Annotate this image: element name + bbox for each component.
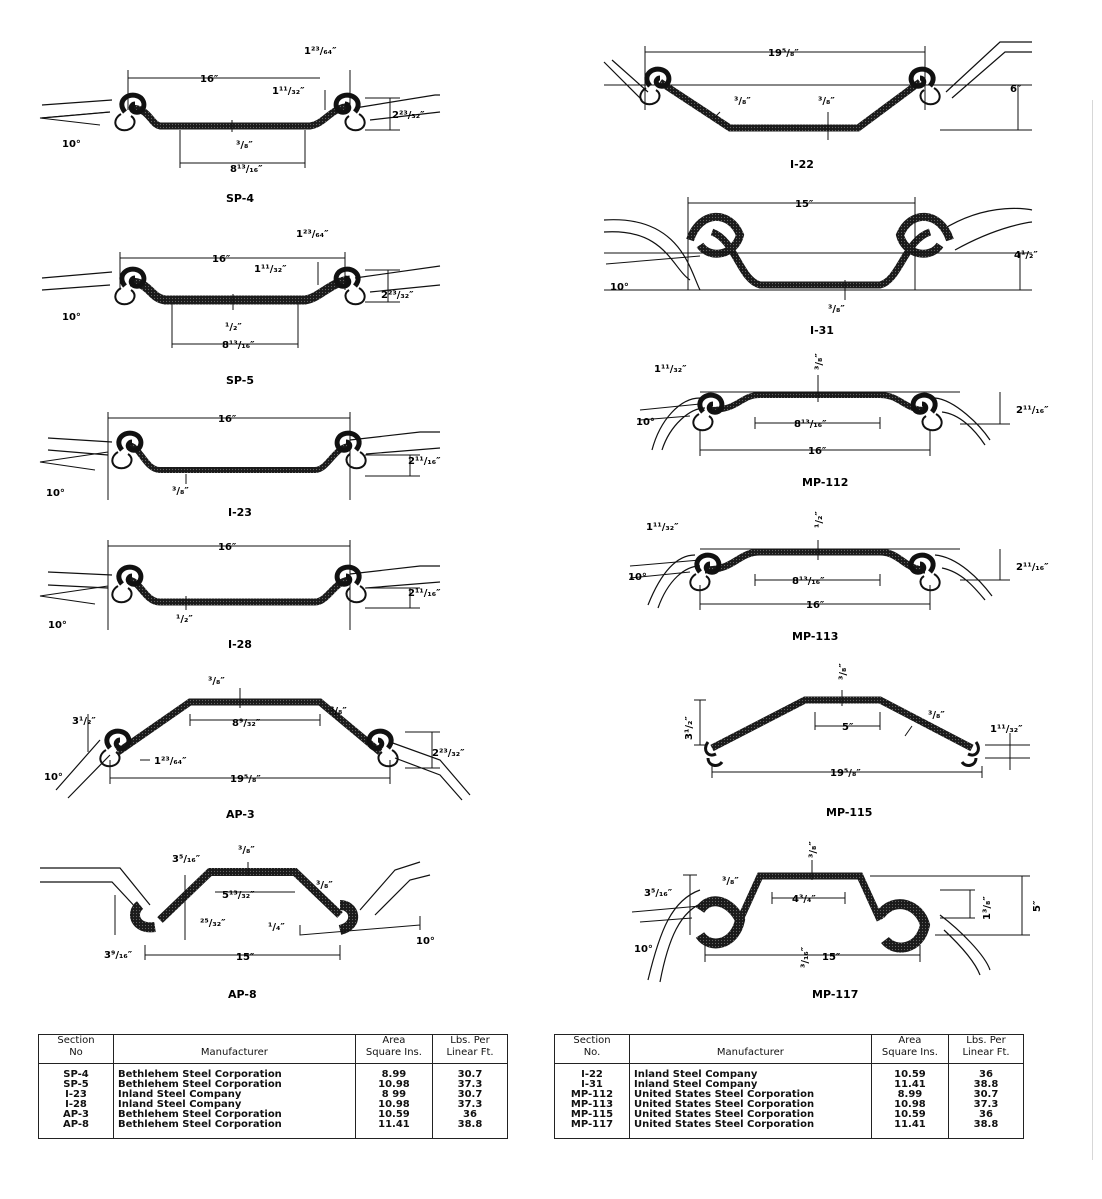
section-mp-112 (640, 375, 1010, 456)
ap8-flat-label: 5¹³/₃₂″ (222, 890, 255, 901)
caption-mp-112: MP-112 (802, 476, 849, 489)
cell-manufacturer: United States Steel Corporation (629, 1090, 871, 1100)
i31-width-label: 15″ (795, 199, 814, 210)
header-manufacturer: Manufacturer (629, 1035, 871, 1064)
cell-section: MP-113 (555, 1100, 630, 1110)
cell-area: 10.59 (355, 1110, 432, 1120)
mp113-width-label: 16″ (806, 600, 825, 611)
table-row (555, 1064, 1024, 1081)
cell-area: 11.41 (871, 1120, 948, 1139)
cell-weight: 30.7 (432, 1090, 507, 1100)
ap3-angle-label: 10° (44, 772, 63, 783)
sp5-depth-label: 1¹¹/₃₂″ (254, 264, 287, 275)
cell-section: I-28 (39, 1100, 114, 1110)
caption-sp-5: SP-5 (226, 374, 255, 387)
i31-thickness-label: ³/₈″ (828, 304, 845, 315)
i22-thickness-a-label: ³/₈″ (734, 96, 751, 107)
table-row (39, 1064, 508, 1081)
cell-area: 11.41 (355, 1120, 432, 1139)
caption-i-23: I-23 (228, 506, 252, 519)
caption-i-31: I-31 (810, 324, 834, 337)
caption-ap-3: AP-3 (226, 808, 255, 821)
ap3-width-label: 19⁵/₈″ (230, 774, 261, 785)
mp112-depth-label: 1¹¹/₃₂″ (654, 364, 687, 375)
cell-area: 10.59 (871, 1064, 948, 1081)
section-i-23 (40, 412, 440, 500)
cell-weight: 30.7 (432, 1064, 507, 1081)
cell-weight: 36 (948, 1110, 1023, 1120)
mp117-height-label: 5″ (1032, 900, 1043, 912)
cell-manufacturer: Inland Steel Company (113, 1100, 355, 1110)
i31-height-label: 4¹/₂″ (1014, 250, 1038, 261)
ap8-bottom-thickness-label: ¹/₄″ (268, 922, 285, 933)
cell-area: 8 99 (355, 1090, 432, 1100)
cell-weight: 37.3 (432, 1080, 507, 1090)
cell-section: I-23 (39, 1090, 114, 1100)
spec-table-right (554, 1034, 1024, 1139)
i23-angle-label: 10° (46, 488, 65, 499)
cell-weight: 37.3 (432, 1100, 507, 1110)
cell-weight: 38.8 (948, 1080, 1023, 1090)
mp117-bottom-thickness-label: ³/₁₆″ (800, 946, 811, 968)
header-manufacturer: Manufacturer (113, 1035, 355, 1064)
i28-width-label: 16″ (218, 542, 237, 553)
cell-section: AP-3 (39, 1110, 114, 1120)
header-section: Section No (39, 1035, 114, 1064)
cell-manufacturer: United States Steel Corporation (629, 1100, 871, 1110)
section-mp-117 (632, 860, 1030, 982)
mp112-thickness-label: ³/₈″ (814, 353, 825, 370)
mp115-flat-label: 5″ (842, 722, 854, 733)
cell-manufacturer: United States Steel Corporation (629, 1120, 871, 1139)
caption-ap-8: AP-8 (228, 988, 257, 1001)
mp117-width-label: 15″ (822, 952, 841, 963)
ap3-flat-label: 8⁹/₃₂″ (232, 718, 261, 729)
table-row (39, 1090, 508, 1100)
sp5-thickness-label: ¹/₂″ (225, 322, 242, 333)
mp117-thickness-top-label: ³/₈″ (808, 841, 819, 858)
mp112-angle-label: 10° (636, 417, 655, 428)
caption-mp-115: MP-115 (826, 806, 873, 819)
cell-weight: 38.8 (948, 1120, 1023, 1139)
mp112-width-label: 16″ (808, 446, 827, 457)
cell-area: 8.99 (871, 1090, 948, 1100)
cell-manufacturer: Bethlehem Steel Corporation (113, 1110, 355, 1120)
cell-manufacturer: Bethlehem Steel Corporation (113, 1064, 355, 1081)
mp112-flat-label: 8¹³/₁₆″ (794, 419, 827, 430)
spec-table-left (38, 1034, 508, 1139)
ap8-left-top-label: 3⁵/₁₆″ (172, 854, 201, 865)
ap8-angle-label: 10° (416, 936, 435, 947)
i23-width-label: 16″ (218, 414, 237, 425)
i22-height-label: 6″ (1010, 84, 1022, 95)
header-area: Area Square Ins. (871, 1035, 948, 1064)
caption-sp-4: SP-4 (226, 192, 255, 205)
cell-weight: 37.3 (948, 1100, 1023, 1110)
cell-section: SP-5 (39, 1080, 114, 1090)
header-area: Area Square Ins. (355, 1035, 432, 1064)
cell-weight: 36 (432, 1110, 507, 1120)
header-weight: Lbs. Per Linear Ft. (432, 1035, 507, 1064)
cell-weight: 30.7 (948, 1090, 1023, 1100)
i31-angle-label: 10° (610, 282, 629, 293)
cell-section: AP-8 (39, 1120, 114, 1139)
mp117-left-height-label: 3⁵/₁₆″ (644, 888, 673, 899)
sp5-width-label: 16″ (212, 254, 231, 265)
sp4-depth-label: 1¹¹/₃₂″ (272, 86, 305, 97)
caption-mp-113: MP-113 (792, 630, 839, 643)
ap8-top-thickness-label: ³/₈″ (238, 845, 255, 856)
cell-area: 10.59 (871, 1110, 948, 1120)
cell-section: MP-115 (555, 1110, 630, 1120)
mp117-angle-label: 10° (634, 944, 653, 955)
mp113-height-label: 2¹¹/₁₆″ (1016, 562, 1049, 573)
caption-mp-117: MP-117 (812, 988, 859, 1001)
sp5-angle-label: 10° (62, 312, 81, 323)
cell-section: SP-4 (39, 1064, 114, 1081)
cell-area: 10.98 (355, 1100, 432, 1110)
cell-manufacturer: Bethlehem Steel Corporation (113, 1080, 355, 1090)
i28-height-label: 2¹¹/₁₆″ (408, 588, 441, 599)
caption-i-22: I-22 (790, 158, 814, 171)
ap8-side-thickness-label: ³/₈″ (316, 880, 333, 891)
cell-manufacturer: Inland Steel Company (113, 1090, 355, 1100)
sp5-top-offset-label: 1²³/₆₄″ (296, 229, 329, 240)
ap8-offset-label: ²⁵/₃₂″ (200, 918, 226, 929)
i28-angle-label: 10° (48, 620, 67, 631)
section-i-31 (604, 197, 1032, 300)
header-weight: Lbs. Per Linear Ft. (948, 1035, 1023, 1064)
section-i-28 (40, 540, 440, 630)
mp113-angle-label: 10° (628, 572, 647, 583)
section-sp-4 (40, 70, 440, 168)
sp4-top-offset-label: 1²³/₆₄″ (304, 46, 337, 57)
sp5-height-label: 2²³/₃₂″ (381, 290, 414, 301)
table-row (39, 1080, 508, 1090)
table-header-row (555, 1035, 1024, 1064)
cell-area: 11.41 (871, 1080, 948, 1090)
mp113-depth-label: 1¹¹/₃₂″ (646, 522, 679, 533)
cell-section: I-22 (555, 1064, 630, 1081)
sp5-flat-label: 8¹³/₁₆″ (222, 340, 255, 351)
mp115-right-depth-label: 1¹¹/₃₂″ (990, 724, 1023, 735)
sp4-width-label: 16″ (200, 74, 219, 85)
ap3-offset-label: 1²³/₆₄″ (154, 756, 187, 767)
section-ap-3 (56, 688, 470, 800)
mp117-flat-label: 4³/₄″ (792, 894, 816, 905)
mp113-flat-label: 8¹³/₁₆″ (792, 576, 825, 587)
i23-thickness-label: ³/₈″ (172, 486, 189, 497)
section-ap-8 (40, 862, 430, 960)
section-mp-115 (694, 690, 1030, 778)
cell-manufacturer: Bethlehem Steel Corporation (113, 1120, 355, 1139)
table-row (555, 1120, 1024, 1139)
cell-manufacturer: Inland Steel Company (629, 1080, 871, 1090)
cell-weight: 36 (948, 1064, 1023, 1081)
ap8-left-bottom-label: 3⁹/₁₆″ (104, 950, 133, 961)
mp115-thickness-side-label: ³/₈″ (928, 710, 945, 721)
mp115-left-height-label: 3¹/₂″ (684, 716, 695, 740)
cell-section: MP-117 (555, 1120, 630, 1139)
sp4-flat-label: 8¹³/₁₆″ (230, 164, 263, 175)
mp115-thickness-top-label: ³/₈″ (838, 663, 849, 680)
sp4-height-label: 2²³/₃₂″ (392, 110, 425, 121)
cell-section: I-31 (555, 1080, 630, 1090)
section-i-22 (604, 42, 1032, 140)
mp113-thickness-label: ¹/₂″ (814, 511, 825, 528)
ap3-side-thickness-label: ³/₈″ (330, 706, 347, 717)
mp117-small-height-label: 1³/₈″ (982, 896, 993, 920)
i22-thickness-b-label: ³/₈″ (818, 96, 835, 107)
page-edge-line (1092, 100, 1093, 1160)
mp115-width-label: 19⁵/₈″ (830, 768, 861, 779)
i28-thickness-label: ¹/₂″ (176, 614, 193, 625)
header-section: Section No. (555, 1035, 630, 1064)
mp112-height-label: 2¹¹/₁₆″ (1016, 405, 1049, 416)
cell-weight: 38.8 (432, 1120, 507, 1139)
i22-width-label: 19⁵/₈″ (768, 48, 799, 59)
mp117-thickness-side-label: ³/₈″ (722, 876, 739, 887)
table-header-row (39, 1035, 508, 1064)
cell-area: 10.98 (871, 1100, 948, 1110)
ap3-right-height-label: 2²³/₃₂″ (432, 748, 465, 759)
table-row (39, 1120, 508, 1139)
ap8-width-label: 15″ (236, 952, 255, 963)
caption-i-28: I-28 (228, 638, 252, 651)
ap3-top-thickness-label: ³/₈″ (208, 676, 225, 687)
i23-height-label: 2¹¹/₁₆″ (408, 456, 441, 467)
cell-area: 8.99 (355, 1064, 432, 1081)
cell-section: MP-112 (555, 1090, 630, 1100)
sp4-thickness-label: ³/₈″ (236, 140, 253, 151)
ap3-left-height-label: 3¹/₂″ (72, 716, 96, 727)
cell-area: 10.98 (355, 1080, 432, 1090)
cell-manufacturer: United States Steel Corporation (629, 1110, 871, 1120)
cell-manufacturer: Inland Steel Company (629, 1064, 871, 1081)
sp4-angle-label: 10° (62, 139, 81, 150)
